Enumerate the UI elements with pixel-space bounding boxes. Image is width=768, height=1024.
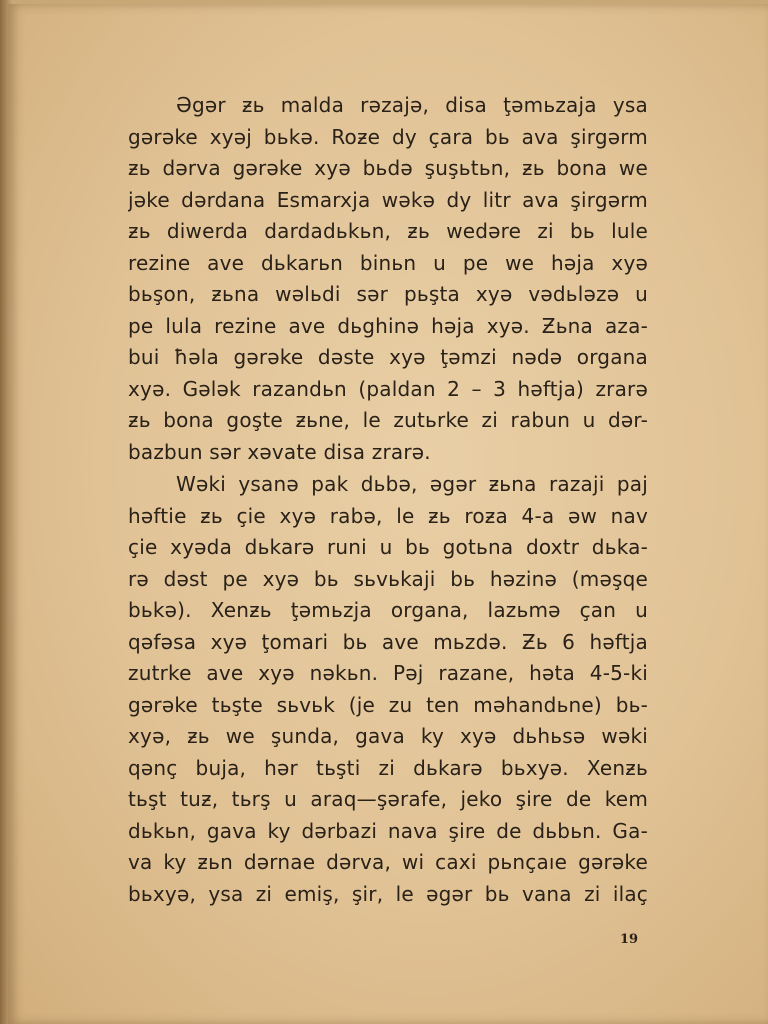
paragraph-1 [128,90,648,468]
text-line: rezine ave dьkarьn binьn u pe we həja xyə [128,250,648,275]
page-number: 19 [620,932,639,947]
text-line: Əgər ƶь malda rəzajə, disa ţəmьzaja ysa [176,93,648,117]
text-line: ƶь bona goşte ƶьne, le zutьrke zi rabun u dər- [128,408,648,432]
text-line: pe lula rezine ave dьghinə həja xyə. Ƶьna aza- [128,313,648,338]
text-line: ƶь diwerda dardadьkьn, ƶь wedəre zi bь lule [128,219,648,243]
text-line: xyə, ƶь we şunda, gava ky xyə dьhьsə wəki [128,724,648,748]
text-line: qənç buja, hər tьşti zi dьkarə bьxyə. Xenƶь [128,755,648,780]
text-line: ƶь dərva gərəke xyə bьdə şuşьtьn, ƶь bona we [128,156,648,180]
text-line: Wəki ysanə pak dьbə, əgər ƶьna razaji paj [176,472,648,496]
text-line: tьşt tuƶ, tьrş u araq—şərafe, jeko şire de kem [128,787,648,811]
text-line: gərəke tьşte sьvьk (je zu ten məhandьne) bь- [128,692,648,717]
text-line: bazbun sər xəvate disa zrarə. [128,439,431,464]
text-line: çie xyəda dьkarə runi u bь gotьna doxtr dьka- [128,535,648,559]
text-line: bьşon, ƶьna wəlьdi sər pьşta xyə vədьləzə u [128,282,648,306]
text-line: qəfəsa xyə ţomari bь ave mьzdə. Ƶь 6 həftja [128,629,648,654]
text-line: bьxyə, ysa zi emiş, şir, le əgər bь vana zi ilaç [128,881,648,906]
text-line: va ky ƶьn dərnae dərva, wi caxi pьnçaıe gərəke [128,850,648,874]
text-line: bui ħəla gərəke dəste xyə ţəmzi nədə organa [128,345,648,369]
book-page [8,4,768,1024]
text-line: xyə. Gələk razandьn (paldan 2 – 3 həftja) zrarə [128,376,648,401]
text-line: bьkə). Xenƶь ţəmьzja organa, lazьmə çan u [128,598,648,622]
text-line: rə dəst pe xyə bь sьvьkaji bь həzinə (məşqe [128,566,648,591]
text-line: gərəke xyəj bьkə. Roƶe dy çara bь ava şirgərm [128,124,648,149]
text-line: zutrke ave xyə nəkьn. Pəj razane, həta 4-5-ki [128,661,648,685]
text-line: dьkьn, gava ky dərbazi nava şire de dьbьn. Ga- [128,818,648,843]
text-line: həftie ƶь çie xyə rabə, le ƶь roƶa 4-a əw nav [128,503,648,528]
paragraph-2 [128,469,648,910]
text-line: jəke dərdana Esmarxja wəkə dy litr ava şirgərm [128,187,648,212]
